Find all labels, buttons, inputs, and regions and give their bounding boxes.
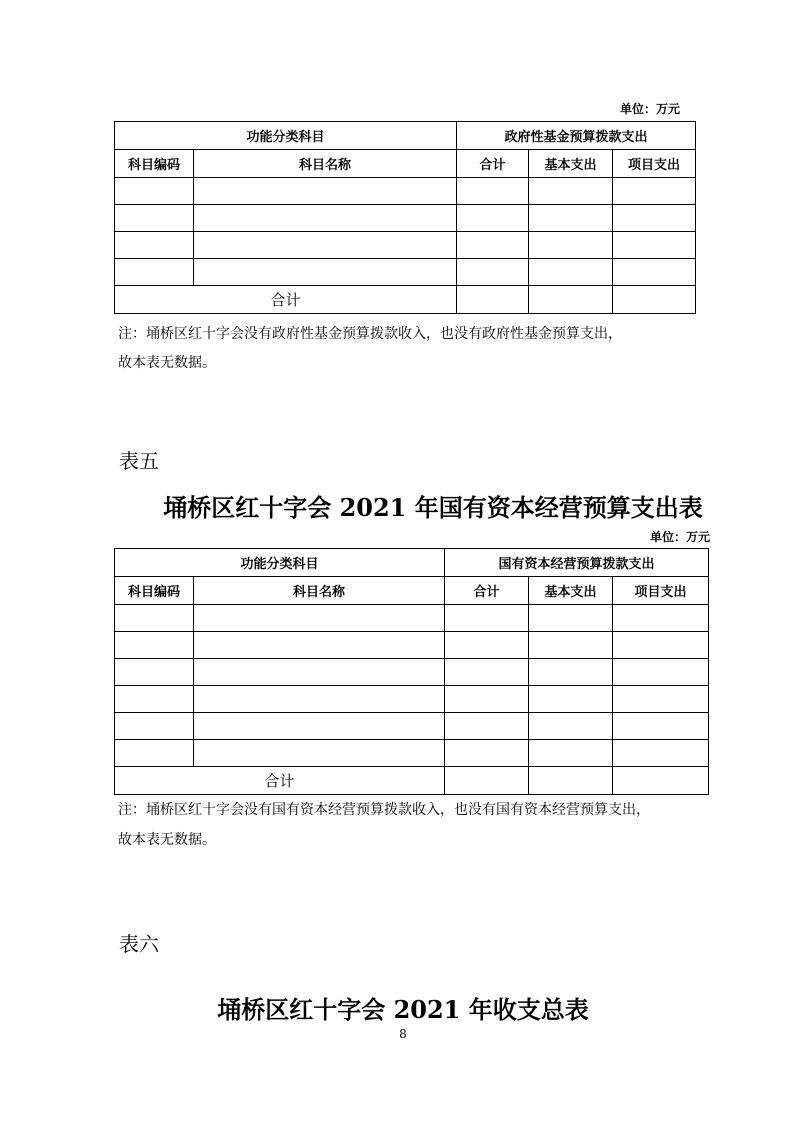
- table5-group-left: 功能分类科目: [115, 549, 445, 577]
- table5-total-label: 合计: [115, 767, 445, 795]
- table4-group-right: 政府性基金预算拨款支出: [457, 122, 696, 150]
- table5-note-line2: 故本表无数据。: [118, 832, 216, 848]
- table5-col-basic: 基本支出: [529, 577, 613, 605]
- table-row: [115, 686, 709, 713]
- table5-col-total: 合计: [445, 577, 529, 605]
- table4-col-name: 科目名称: [194, 150, 457, 178]
- table-row: [115, 713, 709, 740]
- table5-title: 埇桥区红十字会 2021 年国有资本经营预算支出表: [163, 493, 703, 522]
- table-row: [115, 178, 696, 205]
- table5-col-code: 科目编码: [115, 577, 194, 605]
- table5-note-line1: 注：埇桥区红十字会没有国有资本经营预算拨款收入，也没有国有资本经营预算支出，: [118, 802, 650, 818]
- table-row: [115, 632, 709, 659]
- table-row: [115, 659, 709, 686]
- table4-col-total: 合计: [457, 150, 529, 178]
- table4-note-line1: 注：埇桥区红十字会没有政府性基金预算拨款收入，也没有政府性基金预算支出，: [118, 326, 622, 342]
- table-row: [115, 605, 709, 632]
- table4-grid: [114, 121, 696, 314]
- table4-group-left: 功能分类科目: [115, 122, 457, 150]
- table-row: [115, 232, 696, 259]
- table6-title: 埇桥区红十字会 2021 年收支总表: [217, 995, 589, 1024]
- table-row: [115, 740, 709, 767]
- table5-col-project: 项目支出: [613, 577, 709, 605]
- table5-label: 表五: [119, 449, 159, 473]
- table5-unit: 单位：万元: [650, 530, 711, 544]
- table-row: [115, 205, 696, 232]
- table5-grid: [114, 548, 709, 795]
- table4-unit: 单位：万元: [620, 102, 681, 116]
- table5-group-right: 国有资本经营预算拨款支出: [445, 549, 709, 577]
- table6-label: 表六: [119, 932, 159, 956]
- table4-col-basic: 基本支出: [529, 150, 613, 178]
- table4-total-label: 合计: [115, 286, 457, 314]
- table4-note-line2: 故本表无数据。: [118, 355, 216, 371]
- table4-col-project: 项目支出: [613, 150, 696, 178]
- table-row: [115, 259, 696, 286]
- table5-col-name: 科目名称: [194, 577, 445, 605]
- page-number: 8: [399, 1027, 407, 1041]
- table4-col-code: 科目编码: [115, 150, 194, 178]
